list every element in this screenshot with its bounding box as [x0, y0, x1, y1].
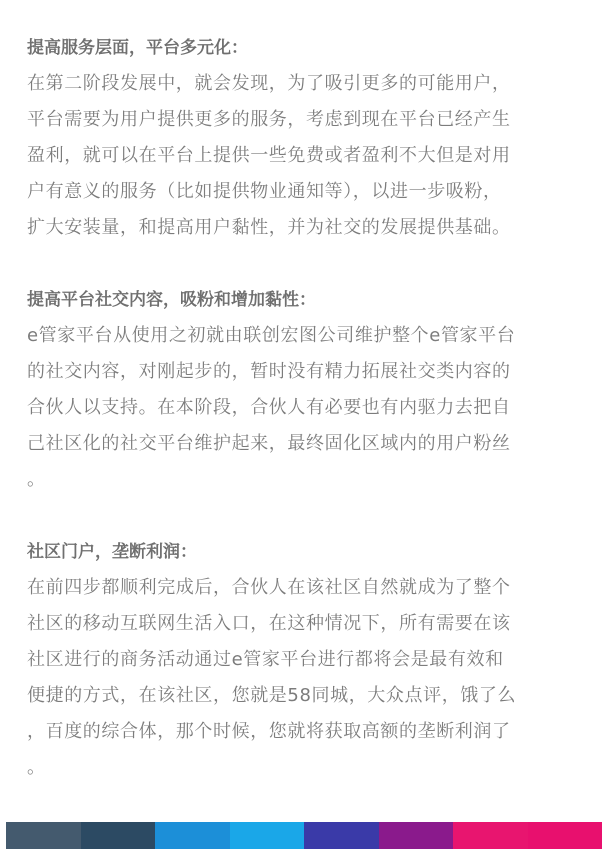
color-segment	[528, 822, 602, 849]
paragraph-line: 合伙人以支持。在本阶段，合伙人有必要也有内驱力去把自	[27, 397, 511, 418]
color-segment	[453, 822, 528, 849]
paragraph-line: 便捷的方式，在该社区，您就是58同城，大众点评，饿了么	[27, 685, 517, 706]
paragraph-line: 平台需要为用户提供更多的服务，考虑到现在平台已经产生	[27, 109, 511, 130]
section-heading: 提高服务层面，平台多元化：	[27, 38, 248, 58]
paragraph-line: 扩大安装量，和提高用户黏性，并为社交的发展提供基础。	[27, 217, 511, 238]
section-community-portal	[27, 534, 587, 786]
section-paragraph	[27, 66, 587, 246]
paragraph-line: e管家平台从使用之初就由联创宏图公司维护整个e管家平台	[27, 325, 516, 346]
section-service-diversification	[27, 30, 587, 246]
color-segment	[230, 822, 305, 849]
color-segment	[379, 822, 454, 849]
paragraph-line: 己社区化的社交平台维护起来，最终固化区域内的用户粉丝	[27, 433, 511, 454]
paragraph-line: 盈利，就可以在平台上提供一些免费或者盈利不大但是对用	[27, 145, 511, 166]
section-heading: 提高平台社交内容，吸粉和增加黏性：	[27, 290, 316, 310]
paragraph-line: 在第二阶段发展中，就会发现，为了吸引更多的可能用户，	[27, 73, 511, 94]
color-segment	[155, 822, 230, 849]
footer-color-bar	[6, 822, 602, 849]
paragraph-line: 。	[27, 757, 46, 778]
color-segment	[304, 822, 379, 849]
color-segment	[6, 822, 81, 849]
paragraph-line: ，百度的综合体，那个时候，您就将获取高额的垄断利润了	[27, 721, 511, 742]
paragraph-line: 社区进行的商务活动通过e管家平台进行都将会是最有效和	[27, 649, 504, 670]
paragraph-line: 社区的移动互联网生活入口，在这种情况下，所有需要在该	[27, 613, 511, 634]
color-segment	[81, 822, 156, 849]
section-social-content	[27, 282, 587, 498]
paragraph-line: 的社交内容，对刚起步的，暂时没有精力拓展社交类内容的	[27, 361, 511, 382]
article-body	[27, 30, 587, 822]
paragraph-line: 户有意义的服务（比如提供物业通知等），以进一步吸粉，	[27, 181, 502, 202]
section-paragraph	[27, 570, 587, 786]
section-paragraph	[27, 318, 587, 498]
paragraph-line: 。	[27, 469, 46, 490]
paragraph-line: 在前四步都顺利完成后，合伙人在该社区自然就成为了整个	[27, 577, 511, 598]
section-heading: 社区门户，垄断利润：	[27, 542, 197, 562]
